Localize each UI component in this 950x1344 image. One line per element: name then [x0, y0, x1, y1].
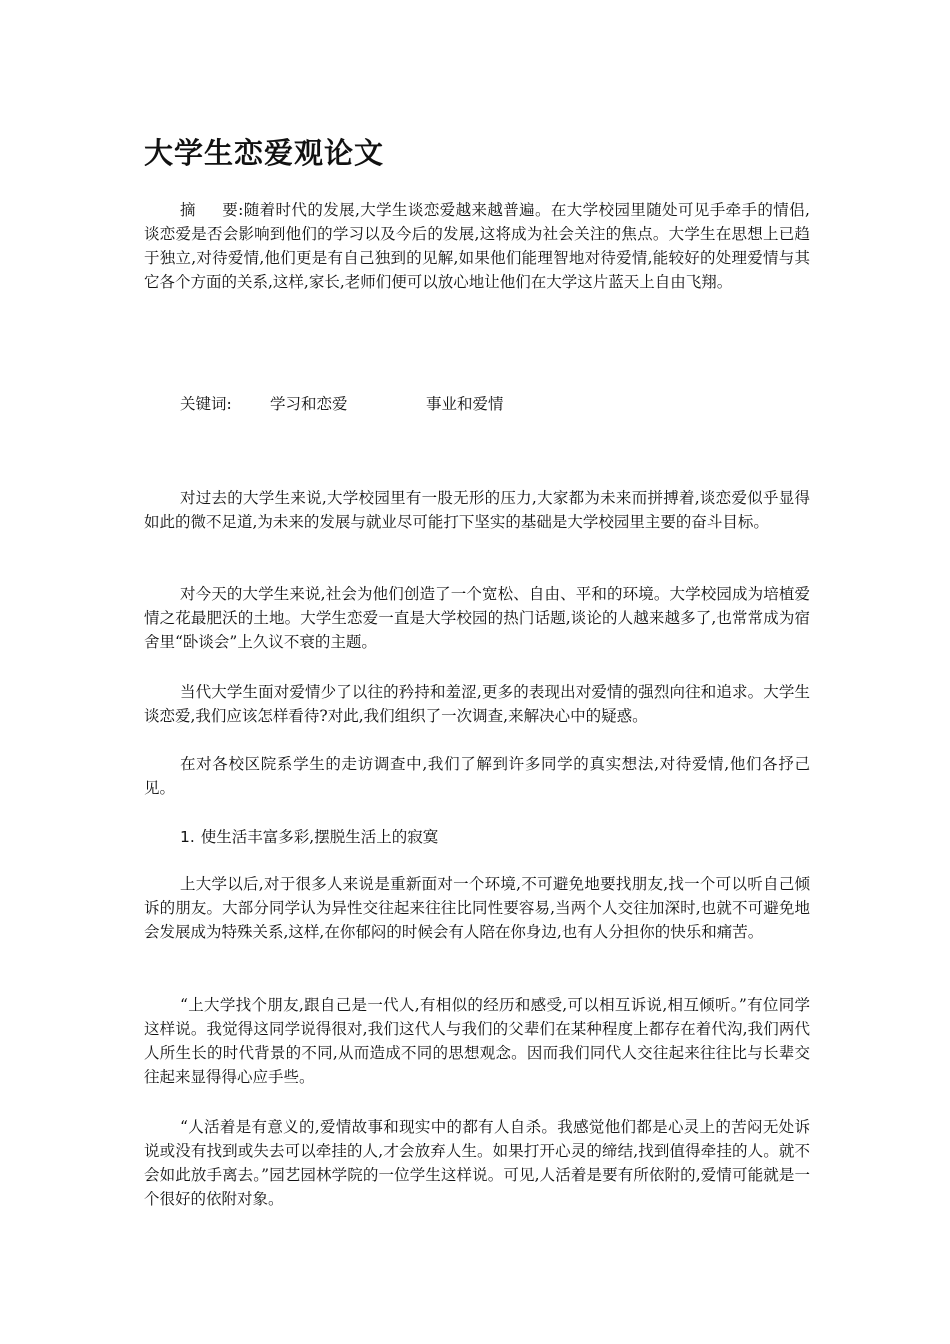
document-title: 大学生恋爱观论文: [144, 136, 385, 170]
body-paragraph: 在对各校区院系学生的走访调查中,我们了解到许多同学的真实想法,对待爱情,他们各抒己见。: [144, 755, 810, 797]
body-paragraph: 上大学以后,对于很多人来说是重新面对一个环境,不可避免地要找朋友,找一个可以听自己倾诉的朋友。大部分同学认为异性交往起来往往比同性要容易,当两个人交往加深时,也就不可避免地会发展成为特殊关系,这样,在你郁闷的时候会有人陪在你身边,也有人分担你的快乐和痛苦。: [144, 875, 810, 941]
body-paragraph: 当代大学生面对爱情少了以往的矜持和羞涩,更多的表现出对爱情的强烈向往和追求。大学生谈恋爱,我们应该怎样看待?对此,我们组织了一次调查,来解决心中的疑惑。: [144, 683, 810, 725]
keyword-item: 事业和爱情: [426, 395, 504, 413]
keywords-line: [180, 392, 504, 416]
body-paragraph: “人活着是有意义的,爱情故事和现实中的都有人自杀。我感觉他们都是心灵上的苦闷无处诉说或没有找到或失去可以牵挂的人,才会放弃人生。如果打开心灵的缔结,找到值得牵挂的人。就不会如此放手离去。”园艺园林学院的一位学生这样说。可见,人活着是要有所依附的,爱情可能就是一个很好的依附对象。: [144, 1118, 810, 1208]
body-paragraph: “上大学找个朋友,跟自己是一代人,有相似的经历和感受,可以相互诉说,相互倾听。”有位同学这样说。我觉得这同学说得很对,我们这代人与我们的父辈们在某种程度上都存在着代沟,我们两代人所生长的时代背景的不同,从而造成不同的思想观念。因而我们同代人交往起来往往比与长辈交往起来显得得心应手些。: [144, 996, 810, 1086]
section-number: 1.: [180, 828, 195, 846]
abstract-text: 随着时代的发展,大学生谈恋爱越来越普遍。在大学校园里随处可见手牵手的情侣,谈恋爱是否会影响到他们的学习以及今后的发展,这将成为社会关注的焦点。大学生在思想上已趋于独立,对待爱情,他们更是有自己独到的见解,如果他们能理智地对待爱情,能较好的处理爱情与其它各个方面的关系,这样,家长,老师们便可以放心地让他们在大学这片蓝天上自由飞翔。: [144, 201, 810, 291]
body-paragraph: 对今天的大学生来说,社会为他们创造了一个宽松、自由、平和的环境。大学校园成为培植爱情之花最肥沃的土地。大学生恋爱一直是大学校园的热门话题,谈论的人越来越多了,也常常成为宿舍里“卧谈会”上久议不衰的主题。: [144, 585, 810, 651]
section-title: 使生活丰富多彩,摆脱生活上的寂寞: [200, 828, 439, 846]
abstract-label: 摘 要:: [180, 201, 244, 219]
abstract-paragraph: [144, 198, 810, 294]
body-paragraph: 对过去的大学生来说,大学校园里有一股无形的压力,大家都为未来而拼搏着,谈恋爱似乎显得如此的微不足道,为未来的发展与就业尽可能打下坚实的基础是大学校园里主要的奋斗目标。: [144, 489, 810, 531]
section-heading: [180, 825, 438, 849]
keywords-label: 关键词:: [180, 395, 232, 413]
keyword-item: 学习和恋爱: [270, 395, 348, 413]
